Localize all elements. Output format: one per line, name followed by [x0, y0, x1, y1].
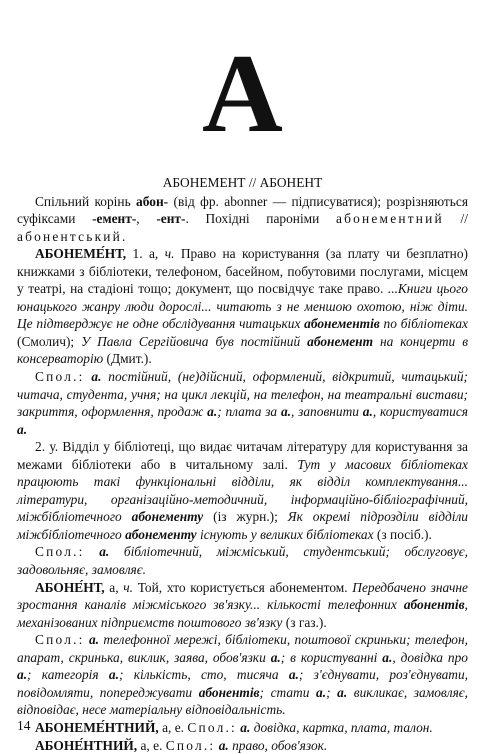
bold-text-run: а. [240, 720, 250, 735]
bold-text-run: АБОНЕМЕ́НТНИЙ, [35, 720, 159, 735]
bold-text-run: а. [382, 650, 392, 665]
text-run: викликає, замовляє, відповідає, несе матеріальну відповідальність. [17, 685, 468, 718]
collocation-label: Спол.: [35, 632, 85, 647]
text-run: , користуватися [373, 404, 468, 419]
bold-text-run: -ент- [156, 211, 185, 226]
bold-text-run: абонемент [307, 334, 373, 349]
bold-text-run: а. [207, 404, 217, 419]
bold-text-run: а. [337, 685, 347, 700]
text-run: Тут у масових бібліотеках працюють такі функціональні відділи, як відділ комплектування... літератури, організаційно-методичний, інформаційно-бібліографічний, міжбібліотечного [17, 457, 468, 525]
bold-text-run: абонентів [199, 685, 260, 700]
text-run: , [136, 211, 156, 226]
bold-text-run: абонементів [304, 316, 380, 331]
bold-text-run: АБОНЕМЕ́НТ, [35, 246, 126, 261]
bold-text-run: АБОНЕ́НТ, [35, 580, 105, 595]
entry-abonement-sense-2 [17, 438, 468, 543]
text-run: , заповнити [291, 404, 363, 419]
text-run: телефонної мережі, бібліотеки, поштової скриньки; телефон, апарат, скринька, виклик, заява, обов'язки [17, 632, 468, 665]
text-run: Спільний корінь [35, 194, 136, 209]
bold-text-run: а. [271, 650, 281, 665]
bold-text-run: а. [363, 404, 373, 419]
text-run: ; категорія [27, 667, 109, 682]
text-run: (від фр. abonner — підписуватися); розрізняються суфіксами [17, 194, 468, 227]
bold-text-run: а. [99, 544, 109, 559]
text-run: . [122, 229, 125, 244]
text-run: 1. а, [126, 246, 165, 261]
text-run: постійний, (не)дійсний, оформлений, відкритий, читацький; читача, студента, учня; на цикл лекцій, на телефон, на театральні вистави; закриття, оформлення, продаж [17, 369, 468, 419]
bold-text-run: а. [316, 685, 326, 700]
text-run: Той, хто користується абонементом. [133, 580, 352, 595]
text-run: , довідка про [392, 650, 468, 665]
bold-text-run: а. [89, 632, 99, 647]
text-run: ; стати [260, 685, 317, 700]
entries-body [17, 174, 468, 754]
text-run: (з газ.). [282, 615, 326, 630]
bold-text-run: абонементу [132, 509, 204, 524]
intro-paragraph [17, 193, 468, 246]
entry-abonentnyi [17, 737, 468, 754]
text-run: ...Книги цього юнацького жанру люди дорослі... читають з не меншою охотою, ніж діти. Це підтверджує не одне обслідування читацьких [17, 281, 468, 331]
section-letter: А [0, 38, 485, 150]
text-run: , механізованих підприємств поштового зв'язку [17, 597, 468, 630]
text-run: // [444, 211, 468, 226]
text-run: Як окремі підрозділи відділи міжбібліотечного [17, 509, 468, 542]
section-heading: АБОНЕМЕНТ // АБОНЕНТ [17, 174, 468, 192]
text-run: 2. у. Відділ у бібліотеці, що видає читачам літературу для користування за межами бібліотеки або в читальному залі. [17, 439, 468, 472]
text-run: а, е. [137, 738, 166, 753]
text-run: ч. [123, 580, 133, 595]
page-number: 14 [17, 718, 30, 734]
collocation-label: абонентський [17, 229, 122, 244]
text-run: а, [105, 580, 124, 595]
bold-text-run: АБОНЕ́НТНИЙ, [35, 738, 137, 753]
text-run: Передбачено значне зростання каналів міжміського зв'язку... кількості телефонних [17, 580, 468, 613]
bold-text-run: абон- [136, 194, 168, 209]
bold-text-run: а. [281, 404, 291, 419]
text-run: ; кількість, сто, тисяча [119, 667, 289, 682]
entry-abonent [17, 579, 468, 632]
collocation-label: Спол.: [166, 738, 216, 753]
entry-abonement-sense-1 [17, 245, 468, 368]
bold-text-run: а. [17, 667, 27, 682]
collocations-abonement-2 [17, 543, 468, 578]
text-run [85, 544, 100, 559]
bold-text-run: а. [91, 369, 101, 384]
text-run: . Похідні пароніми [185, 211, 336, 226]
text-run: ; плата за [217, 404, 281, 419]
text-run: по бібліотеках [380, 316, 468, 331]
collocations-abonement-1 [17, 368, 468, 438]
text-run: право, обов'язок. [229, 738, 328, 753]
bold-text-run: а. [289, 667, 299, 682]
text-run: ; з'єднувати, роз'єднувати, повідомляти, попереджувати [17, 667, 468, 700]
bold-text-run: а. [109, 667, 119, 682]
bold-text-run: а. [219, 738, 229, 753]
bold-text-run: -емент- [92, 211, 136, 226]
collocation-label: Спол.: [187, 720, 237, 735]
collocation-label: Спол.: [35, 369, 85, 384]
text-run: бібліотечний, міжміський, студентський; обслуговує, задовольняє, замовляє. [17, 544, 468, 577]
text-run: ; в користуванні [281, 650, 383, 665]
text-run: (із журн.); [203, 509, 288, 524]
collocation-label: Спол.: [35, 544, 85, 559]
text-run: існують у великих бібліотеках [197, 527, 374, 542]
text-run: (з посіб.). [374, 527, 432, 542]
bold-text-run: абонементу [125, 527, 197, 542]
text-run: ; [326, 685, 337, 700]
text-run: (Смолич); [17, 334, 81, 349]
text-run: У Павла Сергійовича був постійний [81, 334, 307, 349]
entry-abonementnyi [17, 719, 468, 737]
bold-text-run: абонентів [404, 597, 465, 612]
collocation-label: абонементний [336, 211, 444, 226]
text-run: довідка, картка, плата, талон. [250, 720, 432, 735]
text-run: а, е. [159, 720, 188, 735]
bold-text-run: а. [17, 422, 27, 437]
text-run: ч. [165, 246, 175, 261]
text-run: на концерти в консерваторію [17, 334, 468, 367]
collocations-abonent [17, 631, 468, 719]
text-run: Право на користування (за плату чи безплатно) книжками з бібліотеки, телефоном, басейном, побутовими послугами, місцем у театрі, на стадіоні тощо; документ, що посвідчує таке право. [17, 246, 468, 296]
text-run: (Дмит.). [103, 351, 152, 366]
